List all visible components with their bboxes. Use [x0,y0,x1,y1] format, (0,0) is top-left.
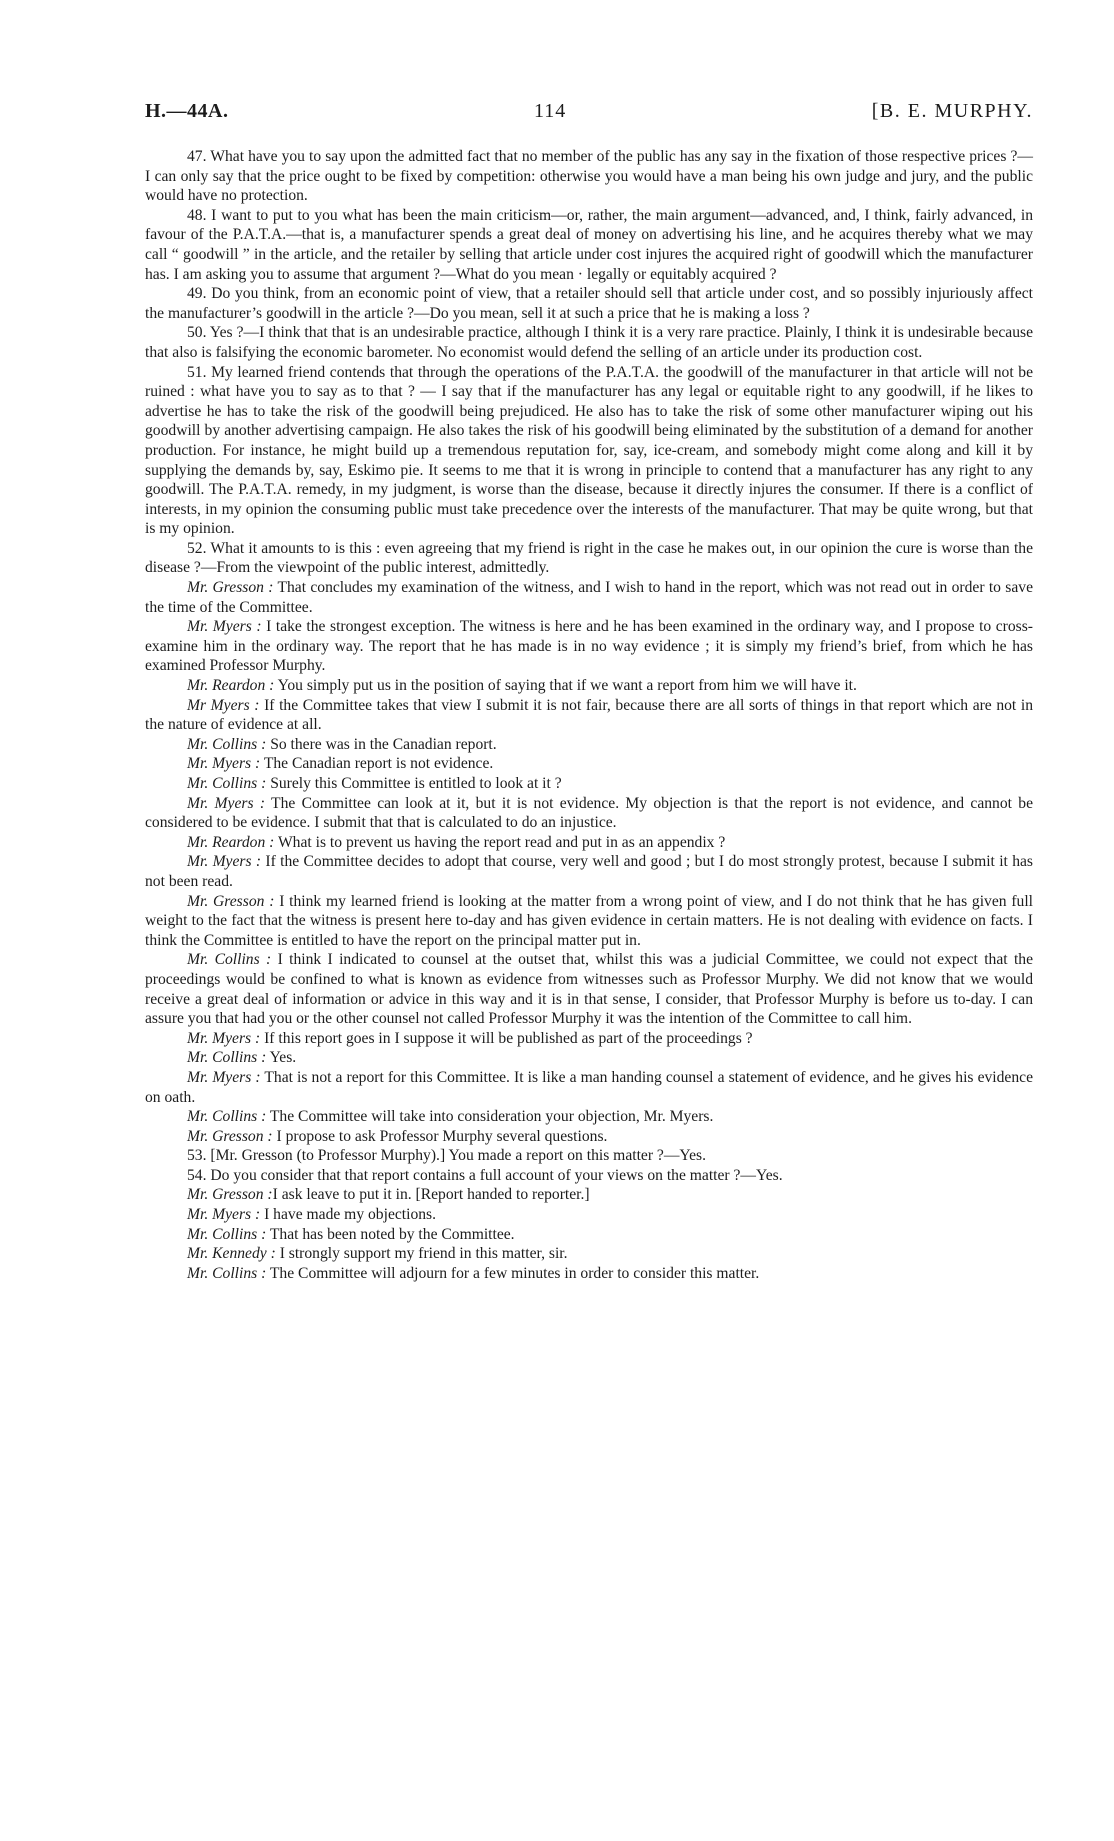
paragraph [145,833,1033,853]
paragraph-text: I propose to ask Professor Murphy several questions. [276,1127,608,1145]
speaker-label: Mr. Collins : [187,735,267,753]
speaker-label: Mr. Gresson : [187,1127,273,1145]
witness-name: [B. E. MURPHY. [871,100,1033,122]
paragraph [145,892,1033,951]
paragraph-text: If this report goes in I suppose it will be published as part of the proceedings ? [264,1029,753,1047]
paragraph-text: The Committee will take into consideration your objection, Mr. Myers. [269,1108,714,1126]
page-header [145,100,1033,123]
speaker-label: Mr. Myers : [187,1206,261,1224]
paragraph-text: What is to prevent us having the report read and put in as an appendix ? [277,833,726,851]
document-body [145,147,1033,1283]
speaker-label: Mr. Myers : [187,618,262,636]
paragraph-text: That concludes my examination of the witness, and I wish to hand in the report, which was not read out in order to save the time of the Committee. [145,579,1033,616]
paragraph [145,774,1033,794]
paragraph [145,578,1033,617]
paragraph [145,539,1033,578]
speaker-label: Mr. Myers : [187,755,261,773]
paragraph [145,1166,1033,1186]
paragraph [145,1107,1033,1127]
paragraph [145,950,1033,1028]
paragraph-text: I think my learned friend is looking at the matter from a wrong point of view, and I do not think that he has given full weight to the fact that the witness is present here to-day and has given evidence in certain matters. He is not dealing with evidence on facts. I think the Committee is entitled to have the report on the principal matter put in. [145,892,1033,949]
paragraph-text: Yes. [269,1049,297,1067]
speaker-label: Mr. Gresson : [187,892,275,910]
paragraph-text: You simply put us in the position of saying that if we want a report from him we will have it. [277,677,857,695]
paragraph-text: That has been noted by the Committee. [269,1225,515,1243]
paragraph [145,676,1033,696]
paragraph [145,1225,1033,1245]
paragraph-text: 53. [Mr. Gresson (to Professor Murphy).] You made a report on this matter ?—Yes. [187,1147,707,1165]
paragraph-text: Surely this Committee is entitled to look at it ? [270,775,562,792]
paragraph [145,852,1033,891]
paragraph-text: 51. My learned friend contends that through the operations of the P.A.T.A. the goodwill of the manufacturer in that article will not be ruined : what have you to say as to that ? — I say that if the manufacturer has any legal or equitable right to any goodwill, if he likes to advertise he has to take the risk of the goodwill being prejudiced. He also has to take the risk of some other manufacturer wiping out his goodwill by another advertising campaign. He also takes the risk of his goodwill being eliminated by the substitution of a demand for another production. For instance, he might build up a tremendous reputation for, say, ice-cream, and somebody might come along and kill it by supplying the demands by, say, Eskimo pie. It seems to me that it is wrong in principle to contend that a manufacturer has any right to any goodwill. The P.A.T.A. remedy, in my judgment, is worse than the disease, because it directly injures the consumer. If there is a conflict of interests, in my opinion the consuming public must take precedence over the interests of the manufacturer. That may be quite wrong, but that is my opinion. [145,363,1033,538]
speaker-label: Mr. Myers : [187,794,266,812]
speaker-label: Mr. Reardon : [187,677,275,695]
paragraph [145,1068,1033,1107]
speaker-label: Mr. Collins : [187,1264,267,1282]
paragraph-text: 52. What it amounts to is this : even agreeing that my friend is right in the case he makes out, in our opinion the cure is worse than the disease ?—From the viewpoint of the public interest, admittedly. [145,539,1033,577]
paragraph-text: 48. I want to put to you what has been the main criticism—or, rather, the main argument—advanced, and, I think, fairly advanced, in favour of the P.A.T.A.—that is, a manufacturer spends a great deal of money on advertising his line, and he acquires thereby what we may call “ goodwill ” in the article, and the retailer by selling that article under cost injures the acquired right of goodwill which the manufacturer has. I am asking you to assume that argument ?—What do you mean · legally or equitably acquired ? [145,206,1033,283]
paragraph [145,1127,1033,1147]
paragraph [145,1185,1033,1205]
paragraph-text: The Canadian report is not evidence. [263,755,494,773]
paragraph [145,284,1033,323]
paragraph [145,794,1033,833]
speaker-label: Mr. Gresson : [187,579,274,597]
paragraph-text: So there was in the Canadian report. [270,735,497,753]
paragraph-text: The Committee can look at it, but it is not evidence. My objection is that the report is not evidence, and cannot be considered to be evidence. I submit that that is calculated to do an injustice. [145,794,1033,832]
speaker-label: Mr. Collins : [187,1225,267,1243]
paragraph-text: I take the strongest exception. The witness is here and he has been examined in the ordinary way, and I propose to cross-examine him in the ordinary way. The report that he has made is in no way evidence ; it is simply my friend’s brief, from which he has examined Professor Murphy. [145,618,1034,675]
paragraph-text: I strongly support my friend in this matter, sir. [279,1245,568,1263]
paragraph [145,617,1033,676]
document-code: H.—44A. [145,100,229,122]
paragraph [145,754,1033,774]
paragraph-text: If the Committee decides to adopt that course, very well and good ; but I do most strongly protest, because I submit it has not been read. [145,853,1033,890]
speaker-label: Mr. Reardon : [187,833,275,851]
speaker-label: Mr. Collins : [187,775,267,792]
speaker-label: Mr. Collins : [187,951,272,969]
speaker-label: Mr. Collins : [187,1108,267,1126]
paragraph [145,1264,1033,1284]
paragraph [145,323,1033,362]
paragraph [145,1048,1033,1068]
speaker-label: Mr. Myers : [187,1029,261,1047]
paragraph-text: That is not a report for this Committee. It is like a man handing counsel a statement of evidence, and he gives his evidence on oath. [145,1068,1033,1106]
page-number: 114 [534,100,567,122]
paragraph-text: 47. What have you to say upon the admitted fact that no member of the public has any say in the fixation of those respective prices ?—I can only say that the price ought to be fixed by competition: otherwise you would have a man being his own judge and jury, and the public would have no protection. [145,148,1033,205]
paragraph-text: I have made my objections. [264,1206,437,1224]
paragraph [145,206,1033,284]
paragraph-text: I ask leave to put it in. [Report handed to reporter.] [272,1186,590,1204]
speaker-label: Mr. Gresson : [187,1186,273,1204]
paragraph [145,1244,1033,1264]
paragraph-text: If the Committee takes that view I submit it is not fair, because there are all sorts of things in that report which are not in the nature of evidence at all. [145,696,1033,734]
paragraph [145,147,1033,206]
paragraph-text: 54. Do you consider that that report contains a full account of your views on the matter ?—Yes. [187,1166,783,1184]
speaker-label: Mr. Kennedy : [187,1245,276,1263]
speaker-label: Mr. Myers : [187,853,262,871]
paragraph [145,735,1033,755]
speaker-label: Mr. Myers : [187,1068,261,1086]
paragraph-text: 50. Yes ?—I think that that is an undesirable practice, although I think it is a very rare practice. Plainly, I think it is undesirable because that also is falsifying the economic barometer. No economist would defend the selling of an article under its production cost. [145,324,1033,361]
paragraph-text: The Committee will adjourn for a few minutes in order to consider this matter. [269,1264,760,1282]
paragraph [145,696,1033,735]
speaker-label: Mr Myers : [187,696,260,714]
speaker-label: Mr. Collins : [187,1049,267,1067]
paragraph-text: I think I indicated to counsel at the outset that, whilst this was a judicial Committee, we could not expect that the proceedings would be confined to what is known as evidence from witnesses such as Professor Murphy. We did not know that we would receive a great deal of information or advice in this way and it is in that sense, I consider, that Professor Murphy is before us to-day. I can assure you that had you or the other counsel not called Professor Murphy it was the intention of the Committee to call him. [145,951,1033,1028]
paragraph-text: 49. Do you think, from an economic point of view, that a retailer should sell that article under cost, and so possibly injuriously affect the manufacturer’s goodwill in the article ?—Do you mean, sell it at such a price that he is making a loss ? [145,285,1033,322]
paragraph [145,363,1033,539]
paragraph [145,1205,1033,1225]
paragraph [145,1029,1033,1049]
paragraph [145,1146,1033,1166]
